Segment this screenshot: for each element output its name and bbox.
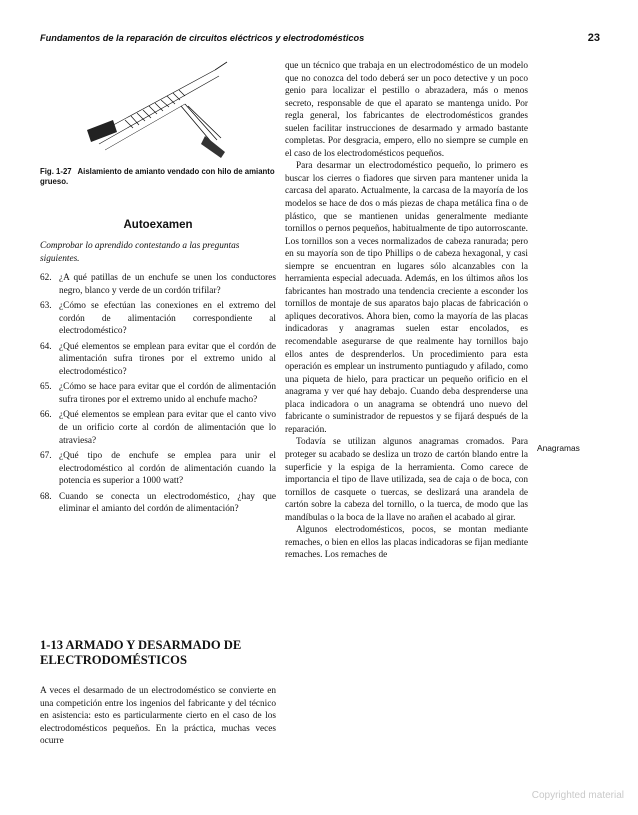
- page-number: 23: [587, 32, 600, 44]
- body-paragraph: Algunos electrodomésticos, pocos, se montan mediante remaches, o bien en ellos las placas indicadoras se fijan mediante remaches. Los remaches de: [285, 525, 528, 561]
- question-number: 65.: [40, 382, 52, 393]
- figure-label: Fig. 1-27: [40, 167, 72, 176]
- right-column: [285, 60, 528, 562]
- figure-caption: [40, 167, 276, 187]
- figure-1-27-illustration: [85, 58, 235, 163]
- question-list: [40, 272, 276, 519]
- question-item: [40, 381, 276, 406]
- question-item: [40, 450, 276, 488]
- question-text: ¿Qué tipo de enchufe se emplea para unir el electrodoméstico al cordón de alimentación cuando la potencia es superior a 1000 watt?: [59, 451, 276, 487]
- question-item: [40, 409, 276, 447]
- question-text: ¿Qué elementos se emplean para evitar que el cordón de alimentación sufra tirones por el extremo unido al electrodoméstico?: [59, 341, 276, 377]
- question-number: 63.: [40, 301, 52, 312]
- figure-caption-text: Aislamiento de amianto vendado con hilo de amianto grueso.: [40, 167, 275, 186]
- section-intro-paragraph: A veces el desarmado de un electrodoméstico se convierte en una competición entre los ingenios del fabricante y del técnico en asistencia: esto es particularmente cierto en el caso de los electrodomésticos pequeños. En la práctica, muchas veces ocurre: [40, 686, 276, 747]
- question-item: [40, 491, 276, 516]
- question-item: [40, 272, 276, 297]
- running-header: [40, 30, 600, 46]
- question-text: ¿Qué elementos se emplean para evitar que el canto vivo de un orificio corte al cordón de alimentación que lo atraviesa?: [59, 410, 276, 446]
- autoexamen-title: Autoexamen: [123, 219, 193, 231]
- question-number: 68.: [40, 491, 52, 502]
- question-item: [40, 300, 276, 338]
- question-number: 64.: [40, 341, 52, 352]
- question-text: ¿A qué patillas de un enchufe se unen los conductores negro, blanco y verde de un cordón trifilar?: [59, 273, 276, 296]
- margin-note: Anagramas: [537, 443, 580, 453]
- autoexamen-intro: Comprobar lo aprendido contestando a las preguntas siguientes.: [40, 241, 240, 264]
- question-text: Cuando se conecta un electrodoméstico, ¿hay que eliminar el amianto del cordón de alimentación?: [59, 491, 276, 515]
- question-text: ¿Cómo se hace para evitar que el cordón de alimentación sufra tirones por el extremo unido al enchufe macho?: [59, 382, 276, 405]
- body-paragraph: que un técnico que trabaja en un electrodoméstico de un modelo que no conozca del todo deberá ser un poco detective y un poco genio para localizar el pestillo o abrazadera, más o menos secreto, responsable de que el aparato se mantenga unido. Por regla general, los fabricantes de electrodomésticos grandes suelen facilitar instrucciones de desarmado y armado bastante completas. Por desgracia, empero, ello no siempre se cumple en el caso de los electrodomésticos pequeños.: [285, 61, 528, 159]
- question-item: [40, 341, 276, 379]
- body-paragraph: Para desarmar un electrodoméstico pequeño, lo primero es buscar los cierres o fiadores que sirven para mantener unida la carcasa del aparato. Actualmente, la carcasa de la mayoría de los modelos se hace de dos o más piezas de chapa metálica fina o de plástico, que se mantienen unidas generalmente mediante tornillos o pernos pequeños, habitualmente de tipo autorroscante. Los tornillos son a veces normalizados de cabeza ranurada; pero en su mayoría son de tipo Phillips o de cabeza hexagonal, y casi siempre se encuentran en lugares sólo alcanzables con la herramienta especial adecuada. Además, en los últimos años los fabricantes han mostrado una tendencia creciente a esconder los tornillos de montaje de sus aparatos bajo placas de fabricación o apliques decorativos. Ahora bien, como la mayoría de las placas indicadoras y anagramas suelen estar encolados, es recomendable asegurarse de que realmente hay tornillos bajo ellos antes de desprenderlos. Un procedimiento para esta operación es emplear un instrumento puntiagudo y afilado, como una piqueta de hielo, para practicar un pequeño orificio en el anagrama y ver qué hay debajo. Cuando deba desprenderse una placa indicadora o un anagrama se obtendrá uno nuevo del fabricante o suministrador de repuestos y se fijará después de la reparación.: [285, 161, 528, 435]
- section-heading: 1-13 ARMADO Y DESARMADO DE ELECTRODOMÉSTICOS: [40, 638, 242, 667]
- question-number: 62.: [40, 273, 52, 283]
- question-text: ¿Cómo se efectúan las conexiones en el extremo del cordón de alimentación correspondiente al electrodoméstico?: [59, 301, 276, 337]
- running-header-title: Fundamentos de la reparación de circuitos eléctricos y electrodomésticos: [40, 33, 365, 43]
- body-paragraph: Todavía se utilizan algunos anagramas cromados. Para proteger su acabado se desliza un trozo de cartón blando entre la superficie y la espiga de la herramienta. Como carece de importancia el tipo de llave utilizada, sea de caja o de boca, con tornillos de casquete o tuercas, se deslizará una arandela de cartón sobre la cabeza del tornillo, o la tuerca, de modo que las mandíbulas o la boca de la llave no arañen el acabado al girar.: [285, 437, 528, 523]
- question-number: 66.: [40, 410, 52, 421]
- copyright-watermark: Copyrighted material: [531, 790, 624, 801]
- question-number: 67.: [40, 451, 52, 462]
